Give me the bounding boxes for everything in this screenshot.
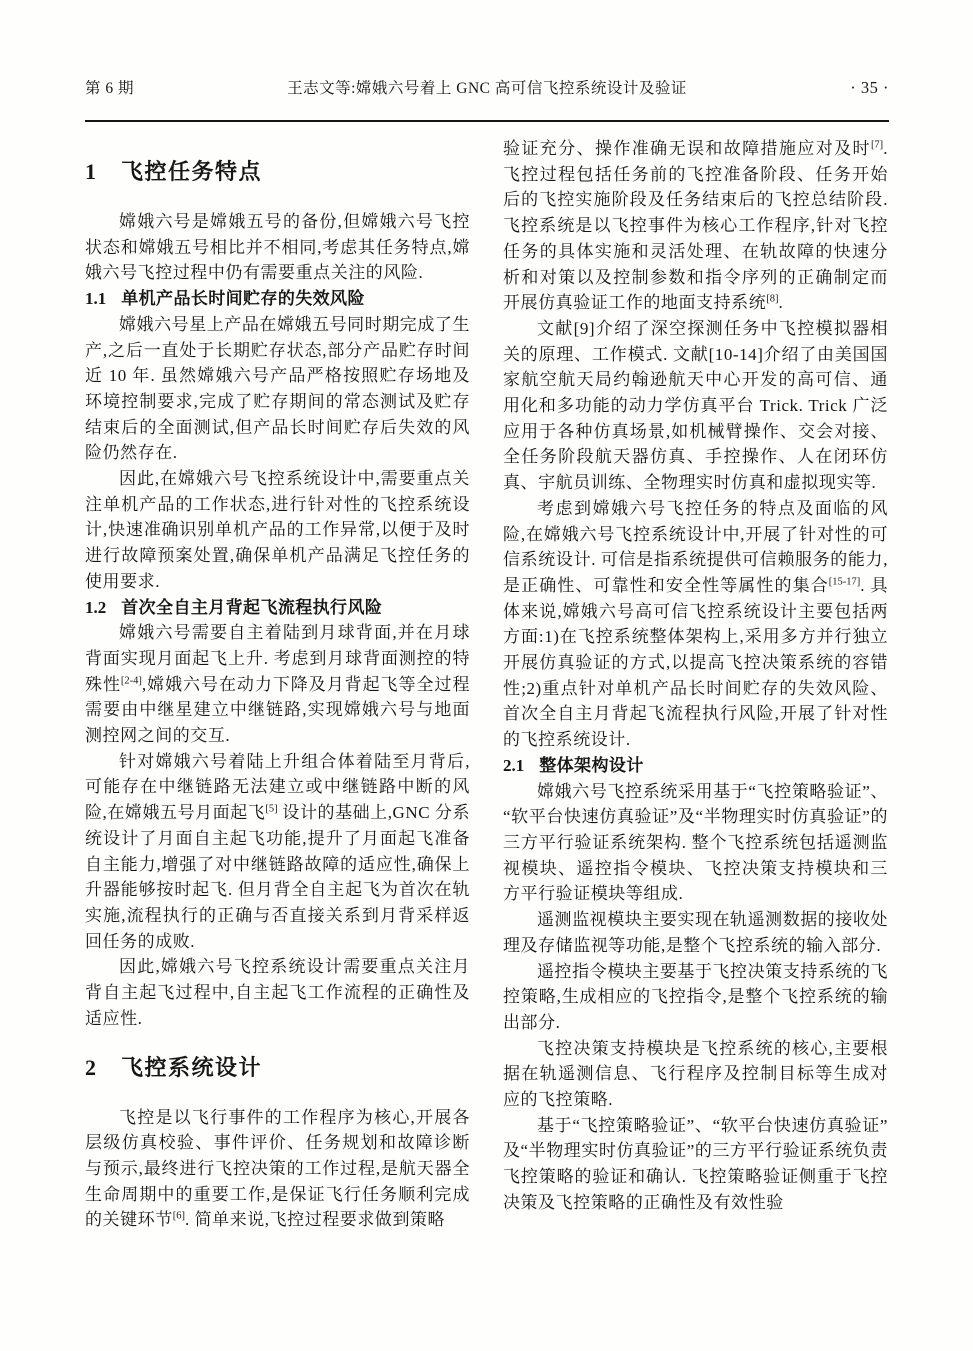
citation-ref: [5] <box>265 803 278 815</box>
heading-title: 飞控系统设计 <box>121 1054 263 1080</box>
header-rule <box>85 120 889 122</box>
heading-number: 1.2 <box>85 597 107 617</box>
heading-title: 整体架构设计 <box>539 755 644 775</box>
paragraph: 遥测监视模块主要实现在轨遥测数据的接收处理及存储监视等功能,是整个飞控系统的输入部分. <box>503 910 888 955</box>
paragraph: 嫦娥六号是嫦娥五号的备份,但嫦娥六号飞控状态和嫦娥五号相比并不相同,考虑其任务特点,嫦娥六号飞控过程中仍有需要重点关注的风险. <box>85 212 470 283</box>
paragraph: 考虑到嫦娥六号飞控任务的特点及面临的风险,在嫦娥六号飞控系统设计中,开展了针对性的可信系统设计. 可信是指系统提供可信赖服务的能力,是正确性、可靠性和安全性等属性的集合[15-17]. 具体来说,嫦娥六号高可信飞控系统设计主要包括两方面:1)在飞控系统整体架构上,采用多方并行独立开展仿真验证的方式,以提高飞控决策系统的容错性;2)重点针对单机产品长时间贮存的失效风险、首次全自主月背起飞流程执行风险,开展了针对性的飞控系统设计. <box>503 498 888 750</box>
section-heading <box>85 157 470 187</box>
heading-number: 1.1 <box>85 289 107 309</box>
citation-ref: [6] <box>172 1210 185 1222</box>
citation-ref: [7] <box>870 139 884 151</box>
subsection-heading <box>503 753 888 779</box>
paragraph: 因此,在嫦娥六号飞控系统设计中,需要重点关注单机产品的工作状态,进行针对性的飞控系统设计,快速准确识别单机产品的工作异常,以便于及时进行故障预案处置,确保单机产品满足飞控任务的使用要求. <box>85 469 470 591</box>
paragraph: 嫦娥六号飞控系统采用基于“飞控策略验证”、“软平台快速仿真验证”及“半物理实时仿真验证”的三方平行验证系统架构. 整个飞控系统包括遥测监视模块、遥控指令模块、飞控决策支持模块和三方平行验证模块等组成. <box>503 781 888 904</box>
paragraph: 针对嫦娥六号着陆上升组合体着陆至月背后,可能存在中继链路无法建立或中继链路中断的风险,在嫦娥五号月面起飞[5] 设计的基础上,GNC 分系统设计了月面自主起飞功能,提升了月面起飞准备自主能力,增强了对中继链路故障的适应性,确保上升器能够按时起飞. 但月背全自主起飞为首次在轨实施,流程执行的正确与否直接关系到月背采样返回任务的成败. <box>85 751 470 951</box>
heading-number: 1 <box>85 159 96 184</box>
paragraph: 飞控是以飞行事件的工作程序为核心,开展各层级仿真校验、事件评价、任务规划和故障诊断与预示,最终进行飞控决策的工作过程,是航天器全生命周期中的重要工作,是保证飞行任务顺利完成的关键环节[6]. 简单来说,飞控过程要求做到策略 <box>85 1107 470 1230</box>
running-header <box>85 76 889 98</box>
heading-title: 单机产品长时间贮存的失效风险 <box>121 289 365 309</box>
heading-title: 首次全自主月背起飞流程执行风险 <box>121 597 383 617</box>
subsection-heading <box>85 595 470 621</box>
paragraph: 飞控决策支持模块是飞控系统的核心,主要根据在轨遥测信息、飞行程序及控制目标等生成对应的飞控策略. <box>503 1038 888 1110</box>
article-body <box>85 136 889 1233</box>
citation-ref: [2-4] <box>120 675 142 686</box>
subsection-heading <box>85 286 470 312</box>
citation-ref: [15-17] <box>828 576 861 588</box>
header-issue: 第 6 期 <box>85 80 135 97</box>
citation-ref: [8] <box>766 293 779 305</box>
paragraph: 因此,嫦娥六号飞控系统设计需要重点关注月背自主起飞过程中,自主起飞工作流程的正确性及适应性. <box>85 957 470 1028</box>
column-right <box>503 136 888 1233</box>
heading-number: 2.1 <box>503 755 525 775</box>
paragraph: 文献[9]介绍了深空探测任务中飞控模拟器相关的原理、工作模式. 文献[10-14]介绍了由美国国家航空航天局约翰逊航天中心开发的高可信、通用化和多功能的动力学仿真平台 Trick. Trick 广泛应用于各种仿真场景,如机械臂操作、交会对接、全任务阶段航天器仿真、手控操作、人在闭环仿真、宇航员训练、全物理实时仿真和虚拟现实等. <box>503 318 888 493</box>
paragraph: 嫦娥六号需要自主着陆到月球背面,并在月球背面实现月面起飞上升. 考虑到月球背面测控的特殊性[2-4],嫦娥六号在动力下降及月背起飞等全过程需要由中继星建立中继链路,实现嫦娥六号与地面测控网之间的交互. <box>85 623 470 746</box>
header-title: 王志文等:嫦娥六号着上 GNC 高可信飞控系统设计及验证 <box>287 80 687 97</box>
heading-number: 2 <box>85 1054 96 1080</box>
header-page-number: · 35 · <box>850 78 889 97</box>
section-heading <box>85 1053 470 1083</box>
paragraph: 基于“飞控策略验证”、“软平台快速仿真验证”及“半物理实时仿真验证”的三方平行验证系统负责飞控策略的验证和确认. 飞控策略验证侧重于飞控决策及飞控策略的正确性及有效性验 <box>503 1115 888 1212</box>
paragraph: 遥控指令模块主要基于飞控决策支持系统的飞控策略,生成相应的飞控指令,是整个飞控系统的输出部分. <box>503 961 888 1032</box>
column-left <box>85 136 470 1233</box>
heading-title: 飞控任务特点 <box>121 159 263 184</box>
paragraph: 嫦娥六号星上产品在嫦娥五号同时期完成了生产,之后一直处于长期贮存状态,部分产品贮存时间近 10 年. 虽然嫦娥六号产品严格按照贮存场地及环境控制要求,完成了贮存期间的常态测试及贮存结束后的全面测试,但产品长时间贮存后失效的风险仍然存在. <box>85 314 470 463</box>
paragraph: 验证充分、操作准确无误和故障措施应对及时[7]. 飞控过程包括任务前的飞控准备阶段、任务开始后的飞控实施阶段及任务结束后的飞控总结阶段. 飞控系统是以飞控事件为核心工作程序,针对飞控任务的具体实施和灵活处理、在轨故障的快速分析和对策以及控制参数和指令序列的正确制定而开展仿真验证工作的地面支持系统[8]. <box>503 139 888 313</box>
